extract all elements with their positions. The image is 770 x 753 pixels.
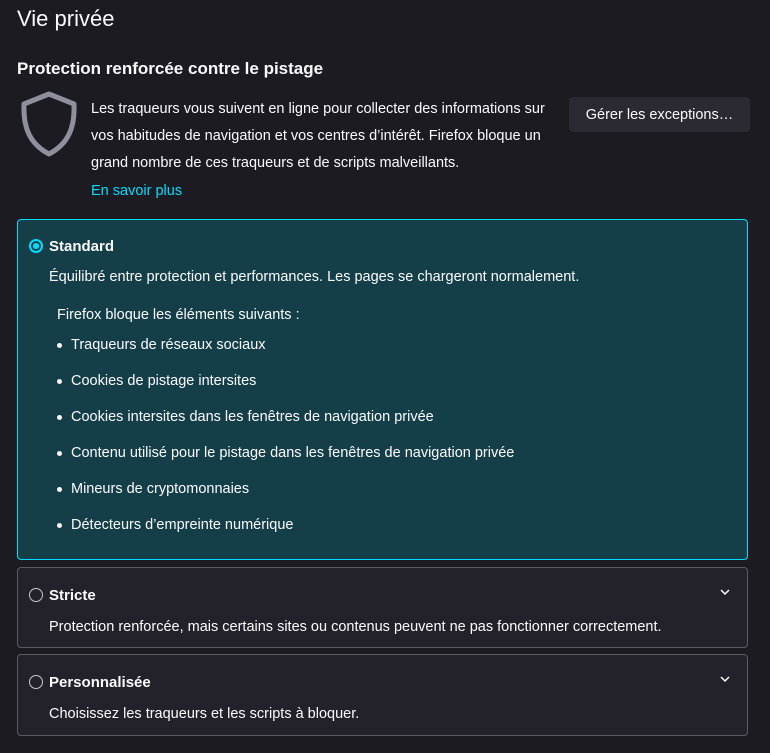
section-title: Protection renforcée contre le pistage <box>17 59 324 78</box>
blocked-items-list <box>57 336 514 552</box>
list-item: Détecteurs d’empreinte numérique <box>57 516 514 552</box>
list-item: Contenu utilisé pour le pistage dans les fenêtres de navigation privée <box>57 444 514 480</box>
shield-icon <box>18 90 80 158</box>
list-item: Traqueurs de réseaux sociaux <box>57 336 514 372</box>
list-item: Cookies de pistage intersites <box>57 372 514 408</box>
custom-description: Choisissez les traqueurs et les scripts à bloquer. <box>49 706 360 722</box>
strict-label: Stricte <box>49 587 96 604</box>
standard-label: Standard <box>49 238 115 255</box>
manage-exceptions-button[interactable]: Gérer les exceptions… <box>569 97 750 132</box>
standard-radio[interactable] <box>29 239 43 253</box>
learn-more-link[interactable]: En savoir plus <box>91 183 183 199</box>
standard-description: Équilibré entre protection et performances. Les pages se chargeront normalement. <box>49 269 580 285</box>
chevron-down-icon[interactable] <box>719 674 731 684</box>
custom-radio[interactable] <box>29 675 43 689</box>
tracking-description: Les traqueurs vous suivent en ligne pour collecter des informations sur vos habitudes de navigation et vos centres d’intérêt. Firefox bloque un grand nombre de ces traqueurs et de scripts malveillants. <box>91 101 545 171</box>
blocks-heading: Firefox bloque les éléments suivants : <box>57 307 300 323</box>
strict-description: Protection renforcée, mais certains sites ou contenus peuvent ne pas fonctionner correctement. <box>49 619 662 635</box>
list-item: Cookies intersites dans les fenêtres de navigation privée <box>57 408 514 444</box>
standard-option-card[interactable] <box>17 219 748 560</box>
page-title: Vie privée <box>17 6 115 31</box>
custom-option-card[interactable] <box>17 654 748 736</box>
custom-label: Personnalisée <box>49 674 151 691</box>
strict-option-card[interactable] <box>17 567 748 648</box>
chevron-down-icon[interactable] <box>719 587 731 597</box>
tracking-description-block <box>91 96 561 205</box>
strict-radio[interactable] <box>29 588 43 602</box>
list-item: Mineurs de cryptomonnaies <box>57 480 514 516</box>
